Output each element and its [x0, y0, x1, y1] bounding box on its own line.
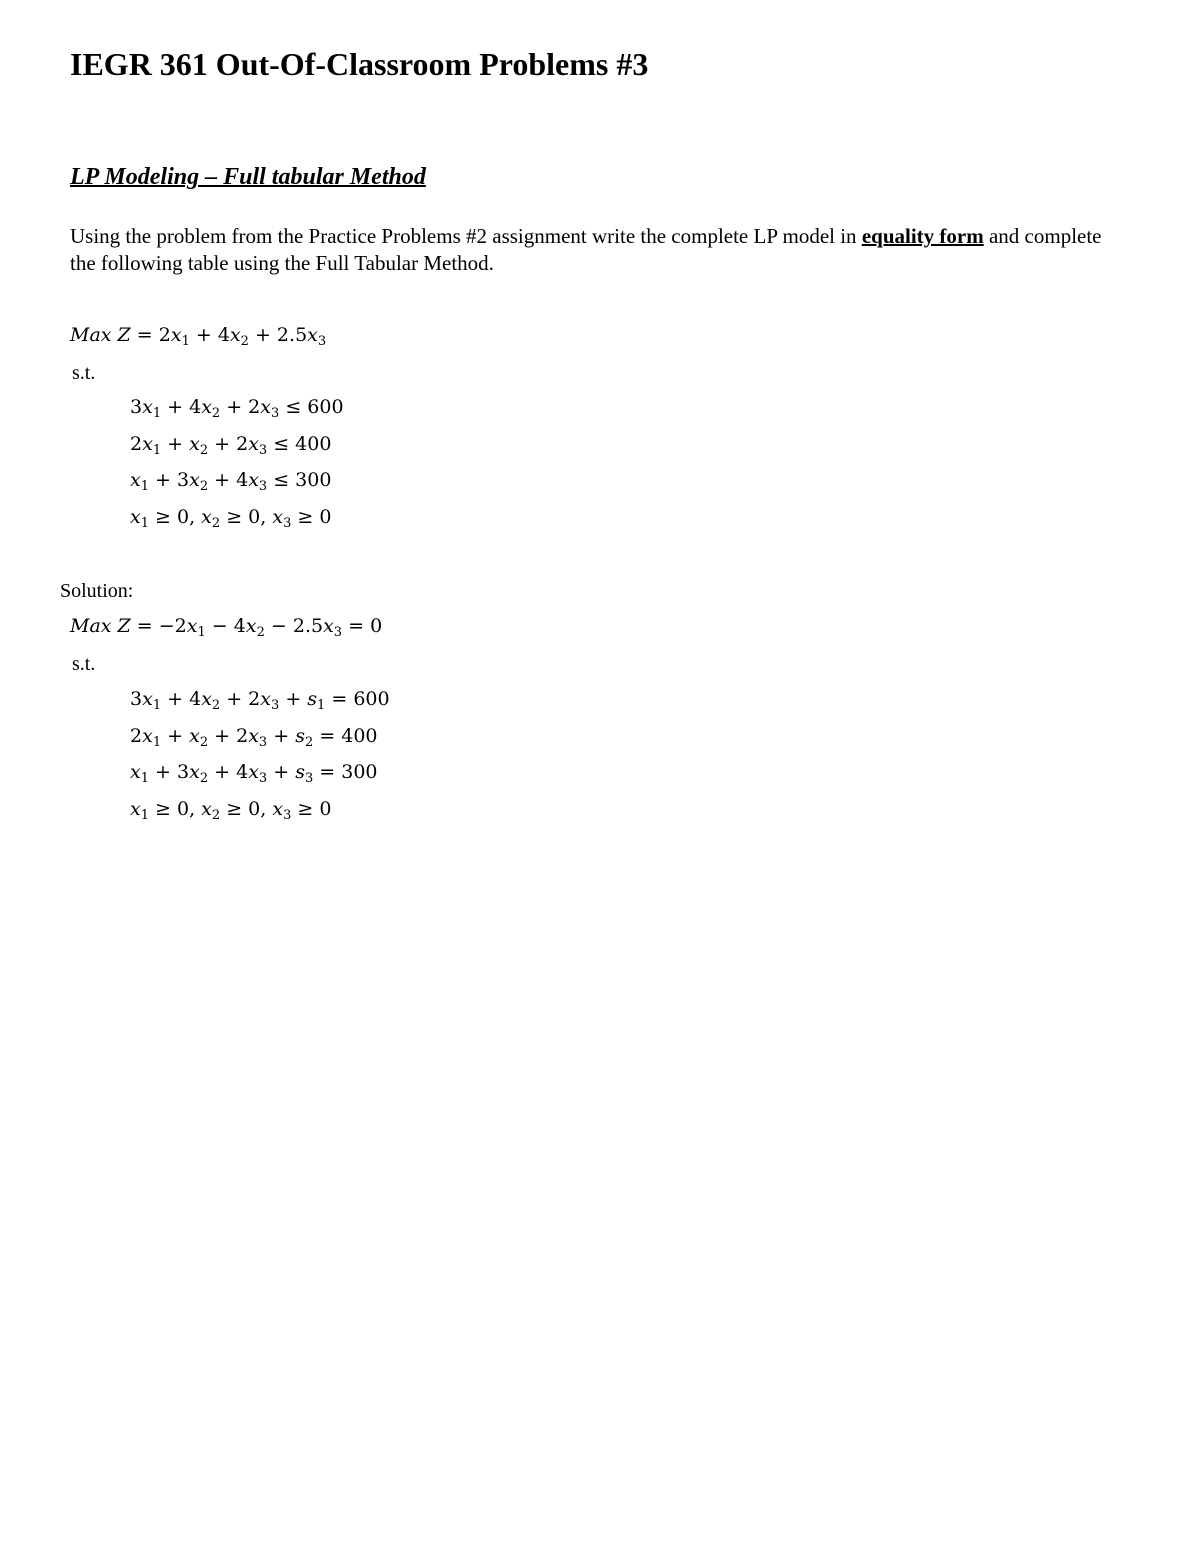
problem-constraint-2: $2x_1 + x_2 + 2x_3 \le 400$: [130, 433, 332, 458]
section-heading: LP Modeling – Full tabular Method: [70, 164, 426, 190]
solution-nonnegativity: $x_1 \ge 0$, $x_2 \ge 0$, $x_3 \ge 0$: [130, 798, 332, 823]
solution-st-label: s.t.: [72, 653, 96, 675]
problem-constraint-3: $x_1 + 3x_2 + 4x_3 \le 300$: [130, 469, 332, 494]
instructions-paragraph: [70, 223, 1110, 277]
solution-objective: Max $Z = -2x_1 - 4x_2 - 2.5x_3 = 0$: [70, 615, 383, 640]
page-title: IEGR 361 Out-Of-Classroom Problems #3: [70, 46, 649, 82]
problem-constraint-1: $3x_1 + 4x_2 + 2x_3 \le 600$: [130, 396, 344, 421]
problem-objective: Max $Z = 2x_1 + 4x_2 + 2.5x_3$: [70, 324, 327, 349]
equality-form-emphasis: equality form: [861, 224, 984, 248]
instructions-text-after: and complete the following table using the Full Tabular Method.: [70, 224, 1102, 275]
solution-constraint-2: $2x_1 + x_2 + 2x_3 + s_2 = 400$: [130, 725, 378, 750]
solution-label: Solution:: [60, 580, 134, 602]
solution-constraint-1: $3x_1 + 4x_2 + 2x_3 + s_1 = 600$: [130, 688, 390, 713]
problem-nonnegativity: $x_1 \ge 0$, $x_2 \ge 0$, $x_3 \ge 0$: [130, 506, 332, 531]
instructions-text-before: Using the problem from the Practice Problems #2 assignment write the complete LP model in: [70, 224, 862, 248]
solution-constraint-3: $x_1 + 3x_2 + 4x_3 + s_3 = 300$: [130, 761, 378, 786]
problem-st-label: s.t.: [72, 362, 96, 384]
